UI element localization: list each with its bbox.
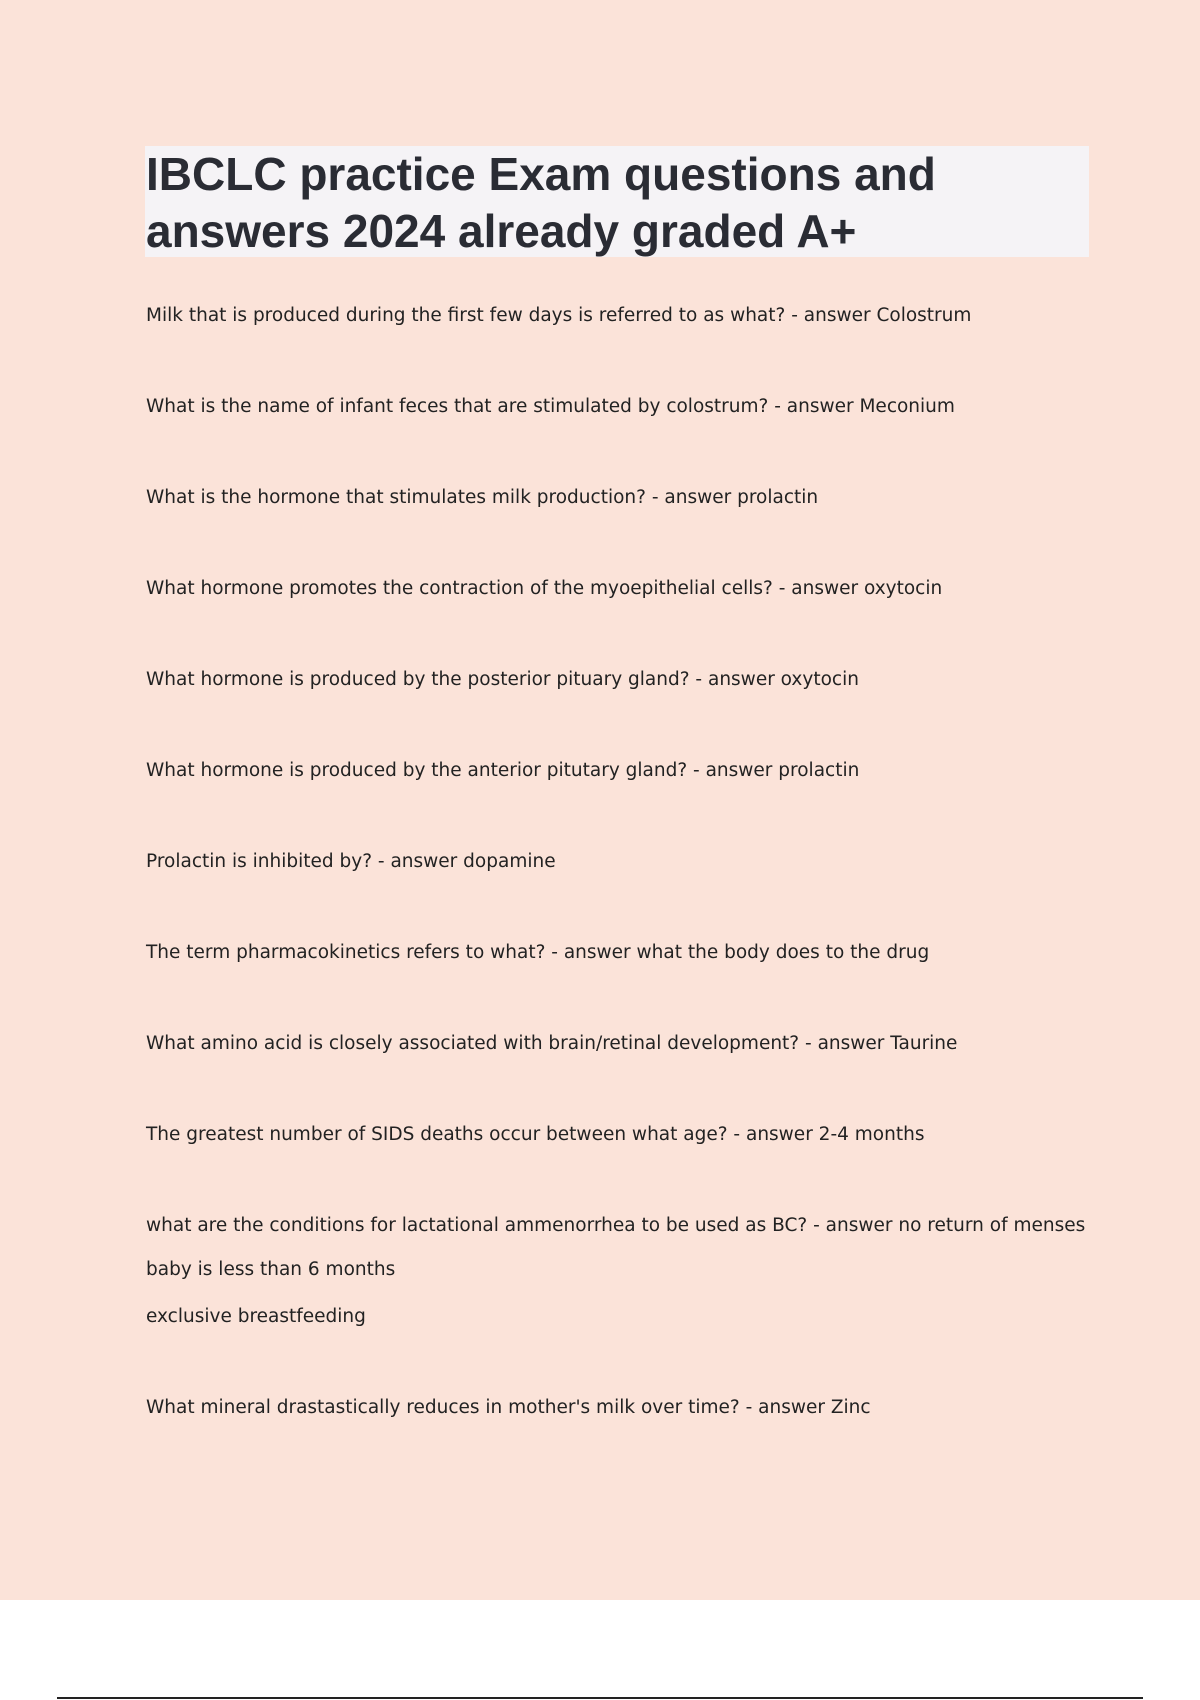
qa-item: The term pharmacokinetics refers to what? - answer what the body does to the drug [146, 942, 930, 963]
qa-item-continuation: exclusive breastfeeding [146, 1306, 366, 1327]
document-title: IBCLC practice Exam questions and answers 2024 already graded A+ [146, 148, 936, 257]
qa-item: What hormone is produced by the anterior pitutary gland? - answer prolactin [146, 760, 860, 781]
qa-item: What hormone promotes the contraction of the myoepithelial cells? - answer oxytocin [146, 578, 943, 599]
qa-item: Prolactin is inhibited by? - answer dopamine [146, 851, 556, 872]
qa-item: What mineral drastastically reduces in mother's milk over time? - answer Zinc [146, 1397, 871, 1418]
qa-item: what are the conditions for lactational ammenorrhea to be used as BC? - answer no return of menses [146, 1215, 1086, 1236]
footer-rule [57, 1697, 1143, 1699]
qa-item: Milk that is produced during the first few days is referred to as what? - answer Colostrum [146, 305, 972, 326]
qa-item: What is the hormone that stimulates milk production? - answer prolactin [146, 487, 819, 508]
qa-item: The greatest number of SIDS deaths occur between what age? - answer 2-4 months [146, 1124, 925, 1145]
qa-item-continuation: baby is less than 6 months [146, 1259, 396, 1280]
qa-item: What hormone is produced by the posterior pituary gland? - answer oxytocin [146, 669, 859, 690]
qa-item: What amino acid is closely associated with brain/retinal development? - answer Taurine [146, 1033, 958, 1054]
qa-item: What is the name of infant feces that are stimulated by colostrum? - answer Meconium [146, 396, 955, 417]
